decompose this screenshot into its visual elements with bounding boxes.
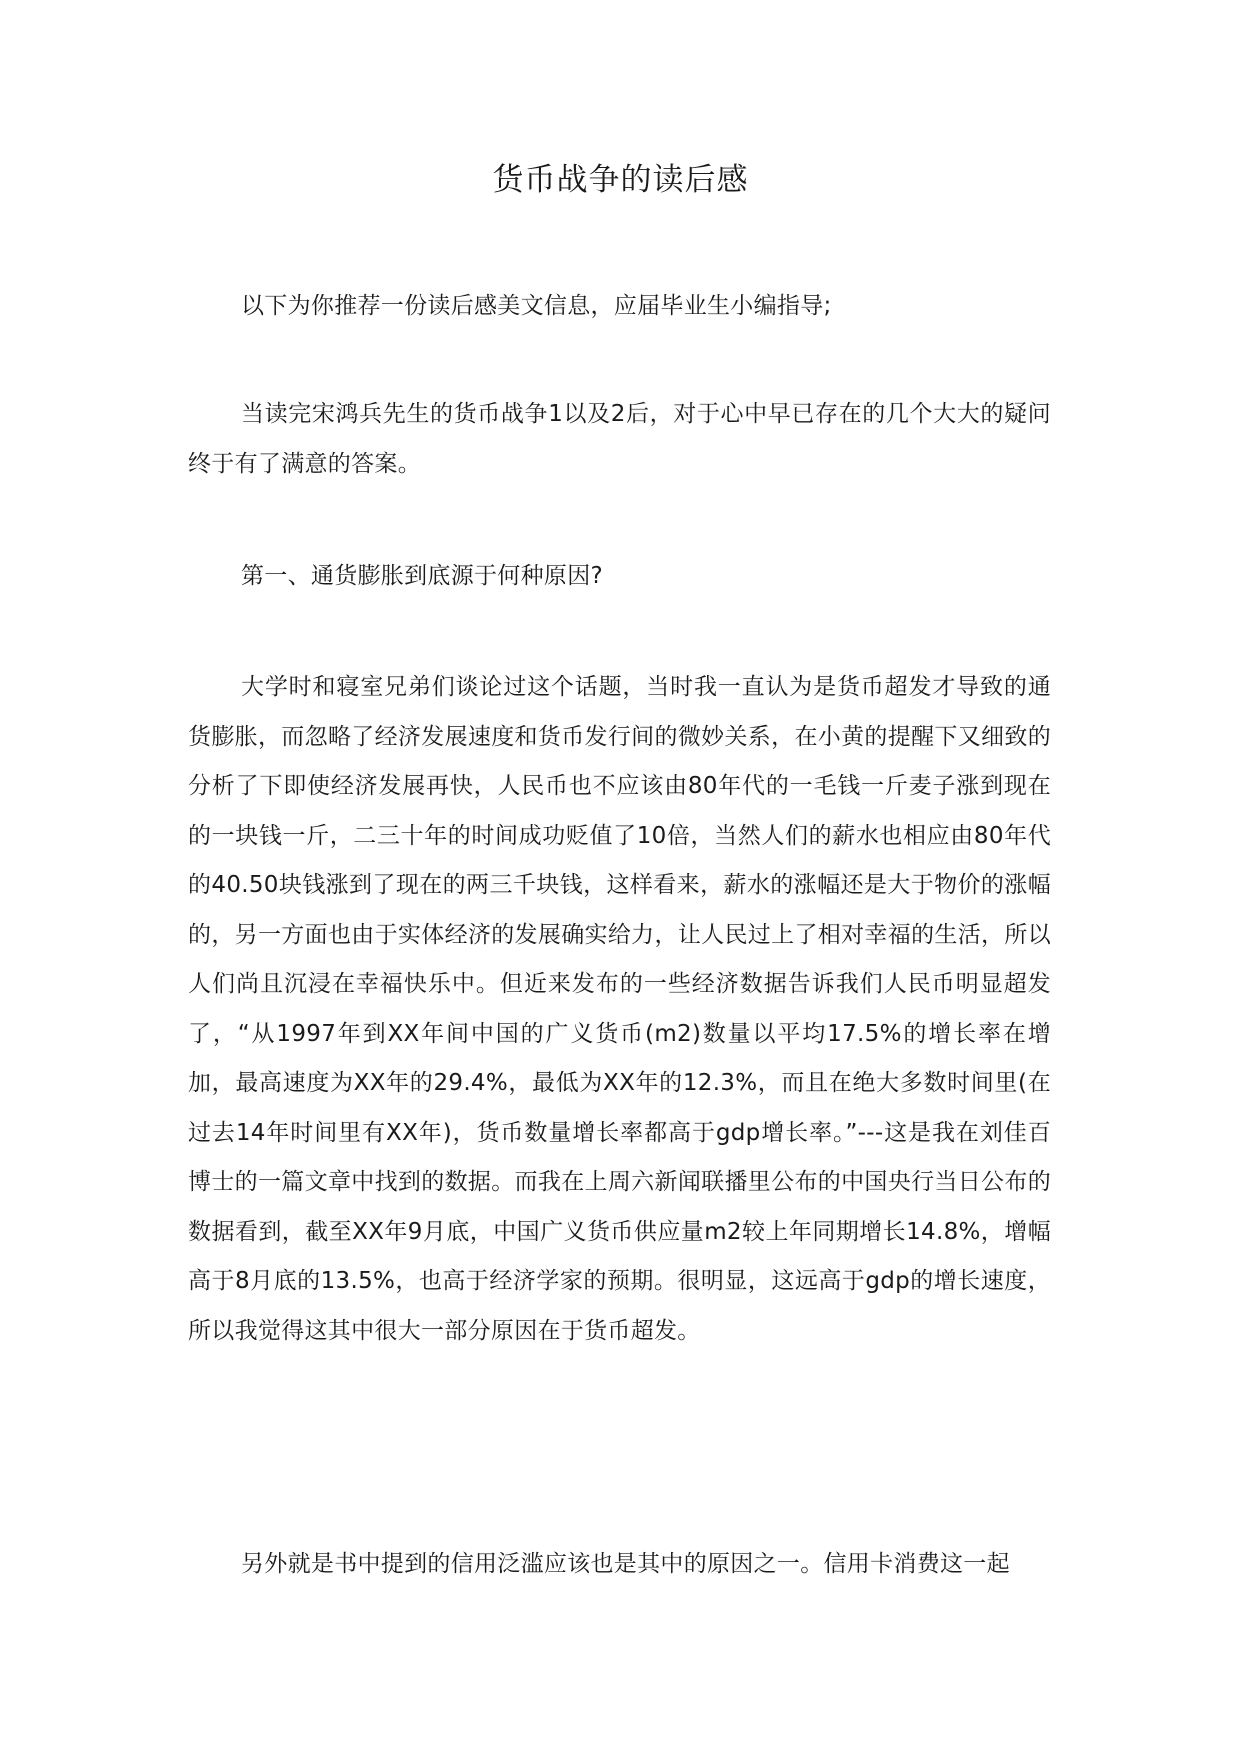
paragraph-heading-first: 第一、通货膨胀到底源于何种原因? [241,563,604,589]
paragraph-opening: 当读完宋鸿兵先生的货币战争1以及2后，对于心中早已存在的几个大大的疑问终于有了满意的答案。 [188,401,1051,477]
paragraph-credit: 另外就是书中提到的信用泛滥应该也是其中的原因之一。信用卡消费这一起 [241,1551,1010,1577]
paragraph-inflation-discussion: 大学时和寝室兄弟们谈论过这个话题，当时我一直认为是货币超发才导致的通货膨胀，而忽略了经济发展速度和货币发行间的微妙关系，在小黄的提醒下又细致的分析了下即使经济发展再快，人民币也不应该由80年代的一毛钱一斤麦子涨到现在的一块钱一斤，二三十年的时间成功贬值了10倍，当然人们的薪水也相应由80年代的40.50块钱涨到了现在的两三千块钱，这样看来，薪水的涨幅还是大于物价的涨幅的，另一方面也由于实体经济的发展确实给力，让人民过上了相对幸福的生活，所以人们尚且沉浸在幸福快乐中。但近来发布的一些经济数据告诉我们人民币明显超发了，“从1997年到XX年间中国的广义货币(m2)数量以平均17.5%的增长率在增加，最高速度为XX年的29.4%，最低为XX年的12.3%，而且在绝大多数时间里(在过去14年时间里有XX年)，货币数量增长率都高于gdp增长率。”---这是我在刘佳百博士的一篇文章中找到的数据。而我在上周六新闻联播里公布的中国央行当日公布的数据看到，截至XX年9月底，中国广义货币供应量m2较上年同期增长14.8%，增幅高于8月底的13.5%，也高于经济学家的预期。很明显，这远高于gdp的增长速度，所以我觉得这其中很大一部分原因在于货币超发。 [188,674,1051,1344]
document-title: 货币战争的读后感 [492,162,749,198]
paragraph-intro: 以下为你推荐一份读后感美文信息，应届毕业生小编指导; [241,293,832,319]
